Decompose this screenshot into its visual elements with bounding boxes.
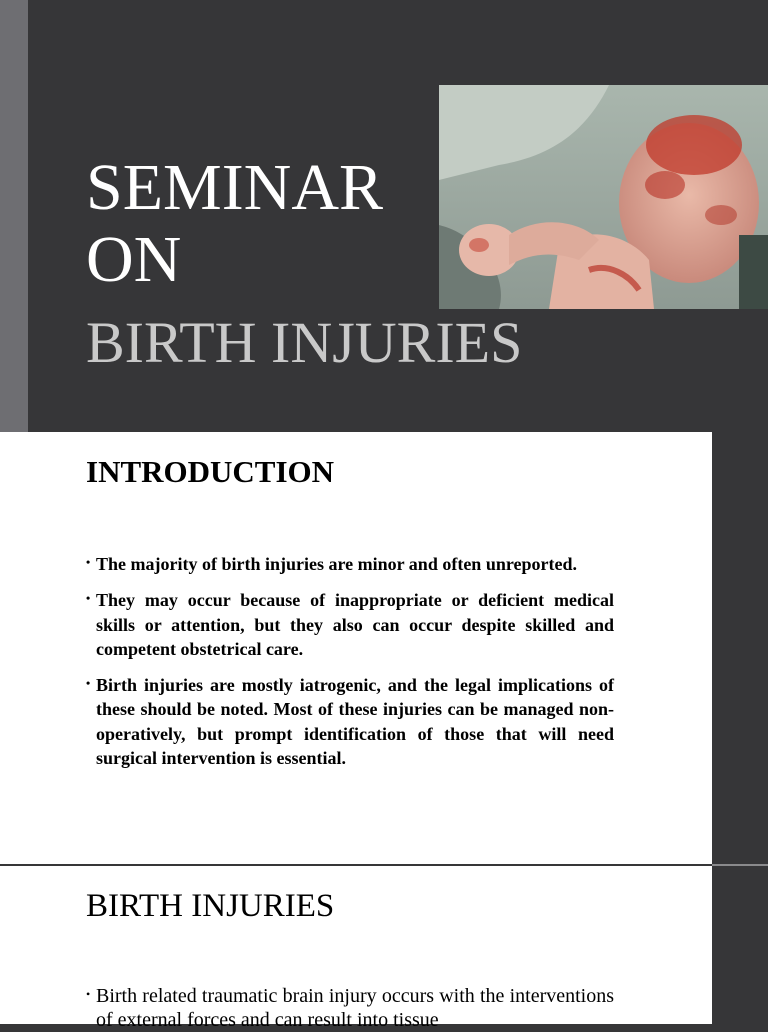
birth-injuries-bullet-list bbox=[86, 984, 614, 1032]
bullet-text: Birth related traumatic brain injury occurs with the interventions of external forces and can result into tissue bbox=[96, 985, 614, 1031]
bullet-icon: • bbox=[86, 676, 91, 691]
list-item bbox=[86, 673, 614, 770]
bullet-icon: • bbox=[86, 987, 91, 1001]
bullet-icon: • bbox=[86, 555, 91, 569]
bullet-text: Birth injuries are mostly iatrogenic, and the legal implications of these should be noted. Most of these injuries can be managed non-operatively, but prompt identification of those that will need surgical intervention is essential. bbox=[96, 675, 614, 769]
newborn-photo bbox=[439, 85, 768, 309]
bullet-icon: • bbox=[86, 591, 91, 606]
slide-title bbox=[86, 152, 383, 296]
list-item bbox=[86, 984, 614, 1032]
newborn-photo-image bbox=[439, 85, 768, 309]
list-item bbox=[86, 552, 614, 576]
title-line-2: ON bbox=[86, 223, 182, 296]
birth-injuries-slide bbox=[0, 866, 712, 1031]
title-line-1: SEMINAR bbox=[86, 151, 384, 224]
left-accent-bar bbox=[0, 0, 28, 432]
birth-injuries-heading: BIRTH INJURIES bbox=[86, 888, 335, 924]
slide-subtitle: BIRTH INJURIES bbox=[86, 310, 523, 375]
title-slide bbox=[0, 0, 768, 432]
introduction-bullet-list bbox=[86, 552, 614, 782]
slide-gap-strip bbox=[712, 432, 768, 864]
bullet-text: The majority of birth injuries are minor and often unreported. bbox=[96, 554, 577, 574]
list-item bbox=[86, 588, 614, 661]
slide-gap-strip-lower bbox=[712, 866, 768, 1024]
introduction-slide bbox=[0, 432, 712, 864]
introduction-heading: INTRODUCTION bbox=[86, 454, 335, 489]
bullet-text: They may occur because of inappropriate or deficient medical skills or attention, but they also can occur despite skilled and competent obstetrical care. bbox=[96, 590, 614, 659]
